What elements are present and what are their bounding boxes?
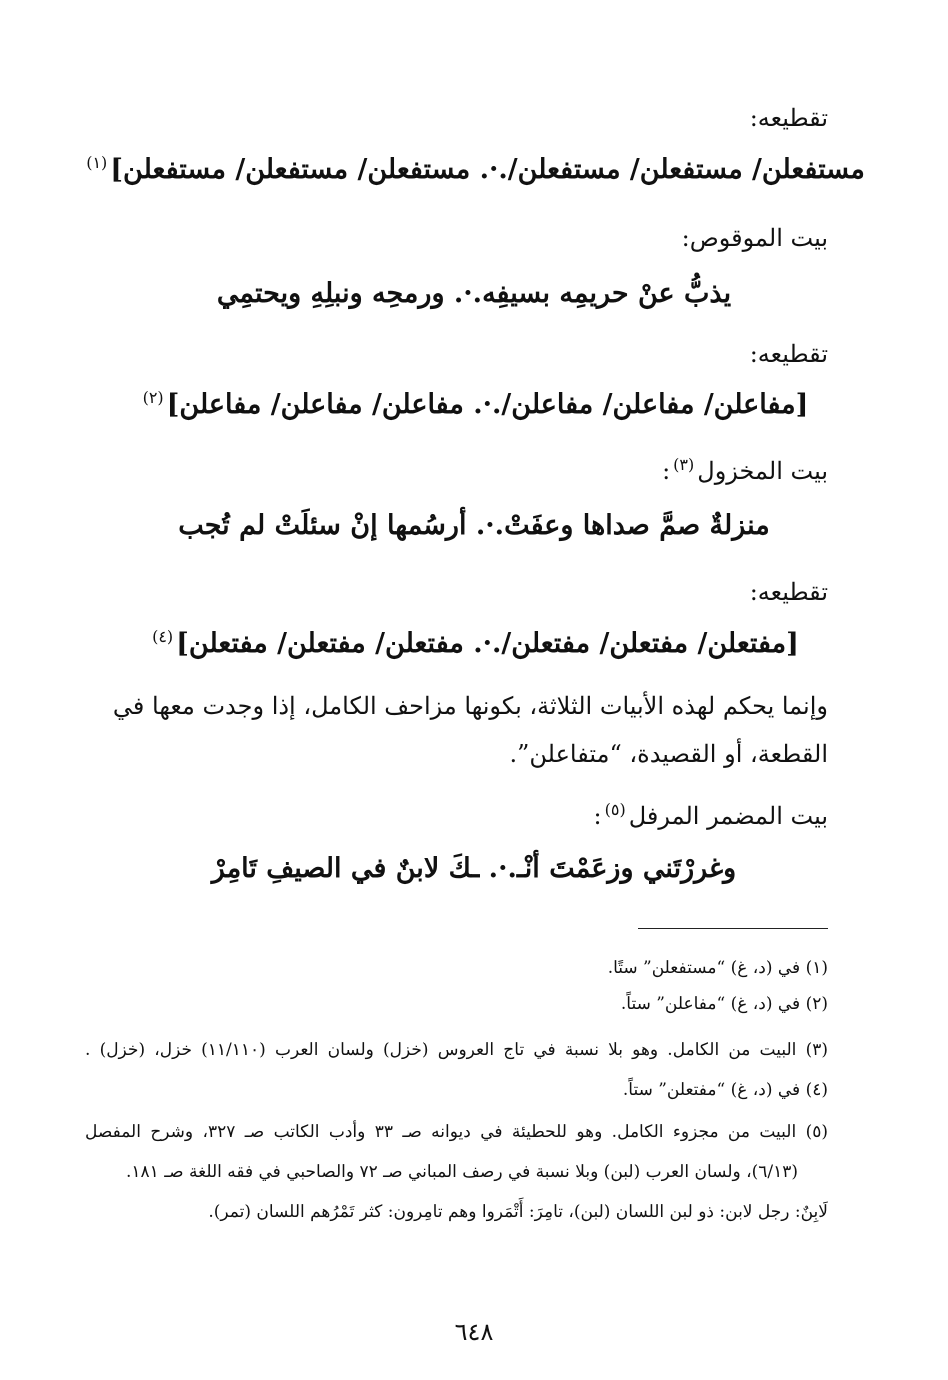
footnote-2: (٢) في (د، غ) “مفاعلن” ستاً.	[620, 994, 828, 1014]
meter-label-mudmar-colon: :	[593, 802, 602, 830]
footnote-5-line-1: (٥) البيت من مجزوء الكامل. وهو للحطيئة في ديوانه صـ ٣٣ وأدب الكاتب صـ ٣٢٧، وشرح المفصل	[85, 1122, 828, 1142]
scansion-line-1	[0, 153, 948, 186]
scansion-text-2: [مفاعلن/ مفاعلن/ مفاعلن/.·. مفاعلن/ مفاعلن/ مفاعلن]	[166, 389, 809, 420]
footnote-ref-2: (٢)	[142, 388, 164, 407]
meter-label-mudmar	[594, 800, 828, 831]
meter-label-makhzul-text: بيت المخزول	[697, 457, 828, 485]
scansion-label-2: تقطيعه:	[749, 340, 828, 368]
verse-mudmar: وغررْتَني وزعَمْتَ أنْـ.·. ـكَ لابنٌ في الصيفِ تَامِرْ	[211, 853, 737, 884]
footnote-ref-1: (١)	[86, 153, 108, 172]
meter-label-mudmar-text: بيت المضمر المرفل	[628, 802, 828, 830]
footnote-5-line-3: لَابِنٌ: رجل لابن: ذو لبن اللسان (لبن)، تامِرَ: أَتْمَروا وهم تامِرون: كثر تَمْرُهم اللسان (تمر).	[208, 1202, 828, 1222]
meter-label-makhzul-colon: :	[662, 457, 671, 485]
scansion-text-3: [مفتعلن/ مفتعلن/ مفتعلن/.·. مفتعلن/ مفتعلن/ مفتعلن]	[176, 628, 799, 659]
verse-makhzul: منزلةٌ صمَّ صداها وعفَتْ.·. أرسُمها إنْ سئلَتْ لم تُجب	[178, 510, 770, 541]
footnote-separator	[638, 928, 828, 929]
scansion-text-1: مستفعلن/ مستفعلن/ مستفعلن/.·. مستفعلن/ مستفعلن/ مستفعلن]	[110, 154, 865, 185]
scansion-line-3	[0, 627, 948, 660]
scansion-label-1: تقطيعه:	[749, 104, 828, 132]
footnote-3: (٣) البيت من الكامل. وهو بلا نسبة في تاج العروس (خزل) ولسان العرب (١١/١١٠) خزل، (خزل) .	[85, 1040, 828, 1060]
footnote-ref-3: (٣)	[673, 455, 695, 474]
footnote-1: (١) في (د، غ) “مستفعلن” ستًا.	[607, 958, 828, 978]
footnote-5-line-2: (٦/١٣)، ولسان العرب (لبن) وبلا نسبة في رصف المباني صـ ٧٢ والصاحبي في فقه اللغة صـ ١٨١.	[125, 1162, 798, 1182]
footnote-ref-4: (٤)	[152, 627, 174, 646]
page-number: ٦٤٨	[454, 1318, 494, 1346]
meter-label-mawqus: بيت الموقوص:	[681, 224, 828, 252]
paragraph-line-1: وإنما يحكم لهذه الأبيات الثلاثة، بكونها مزاحف الكامل، إذا وجدت معها في	[112, 692, 828, 720]
meter-label-makhzul	[662, 455, 828, 486]
paragraph-line-2: القطعة، أو القصيدة، “متفاعلن”.	[509, 740, 828, 768]
scansion-line-2	[0, 388, 948, 421]
footnote-4: (٤) في (د، غ) “مفتعلن” ستاً.	[622, 1080, 828, 1100]
scansion-label-3: تقطيعه:	[749, 578, 828, 606]
footnote-ref-5: (٥)	[604, 800, 626, 819]
verse-mawqus: يذبُّ عنْ حريمِه بسيفِه.·. ورمحِه ونبلِهِ ويحتمِي	[216, 278, 732, 309]
